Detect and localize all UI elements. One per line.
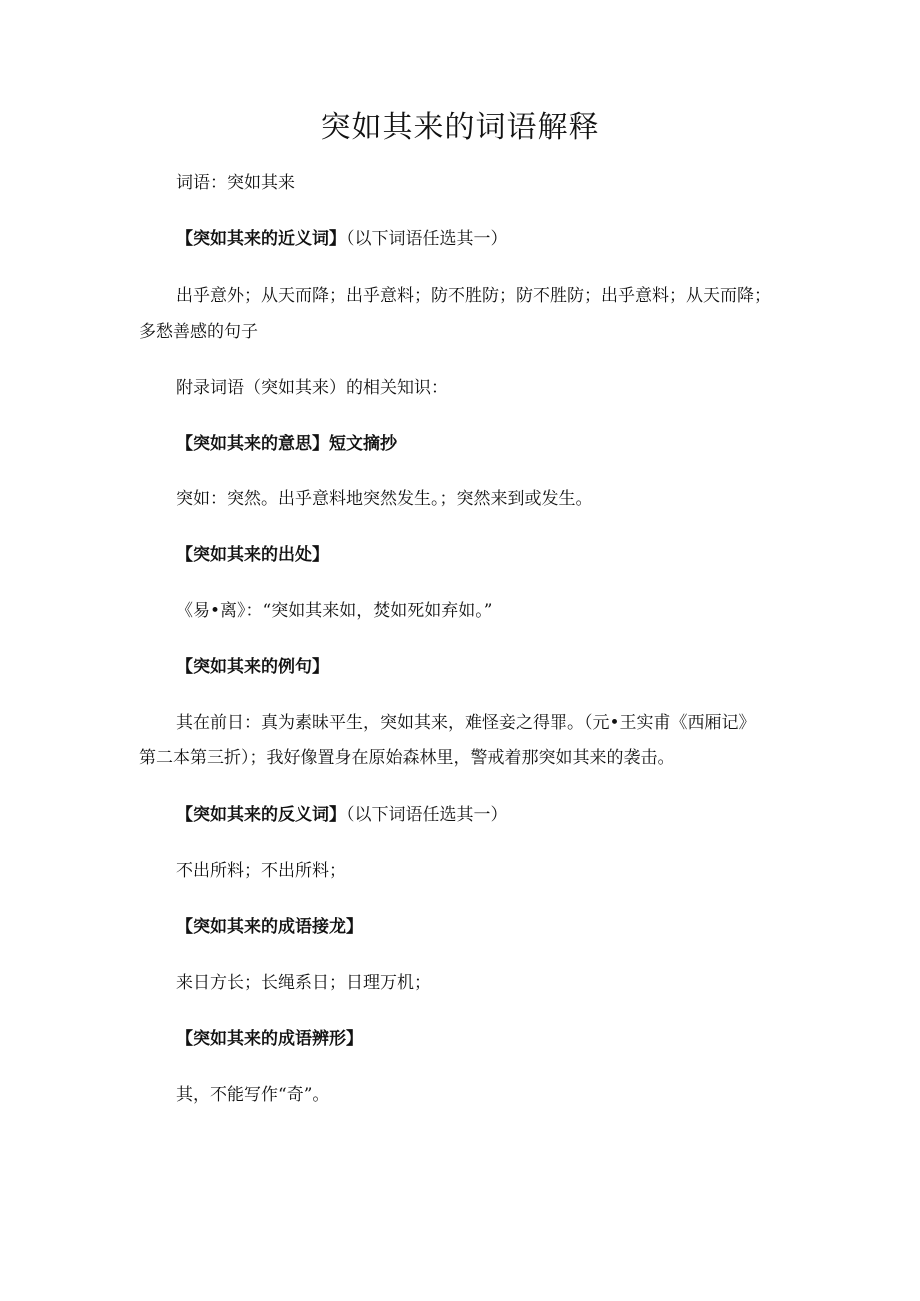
chain-list: 来日方长；长绳系日；日理万机；: [176, 973, 431, 993]
appendix-intro: 附录词语（突如其来）的相关知识：: [176, 378, 448, 398]
antonyms-list: 不出所料；不出所料；: [176, 861, 346, 881]
example-heading: 【突如其来的例句】: [176, 657, 329, 677]
term-line: 词语：突如其来: [176, 173, 295, 193]
source-heading: 【突如其来的出处】: [176, 545, 329, 565]
synonyms-list-cont: 多愁善感的句子: [139, 322, 258, 342]
source-text: 《易•离》：“突如其来如，焚如死如弃如。”: [176, 601, 493, 621]
synonyms-heading: [176, 227, 508, 251]
antonyms-heading: [176, 803, 508, 827]
chain-heading: 【突如其来的成语接龙】: [176, 917, 363, 937]
synonyms-heading-bold: 【突如其来的近义词】: [176, 229, 346, 249]
meaning-heading: 【突如其来的意思】短文摘抄: [176, 434, 397, 454]
form-text: 其，不能写作“奇”。: [176, 1085, 330, 1105]
antonyms-heading-note: （以下词语任选其一）: [346, 805, 508, 825]
example-text: 其在前日：真为素昧平生，突如其来，难怪妾之得罪。（元•王实甫《西厢记》: [176, 713, 756, 733]
synonyms-list: 出乎意外；从天而降；出乎意料；防不胜防；防不胜防；出乎意料；从天而降；: [176, 286, 771, 306]
example-text-cont: 第二本第三折）；我好像置身在原始森林里，警戒着那突如其来的袭击。: [139, 748, 675, 768]
meaning-text: 突如：突然。出乎意料地突然发生。；突然来到或发生。: [176, 489, 593, 509]
form-heading: 【突如其来的成语辨形】: [176, 1029, 363, 1049]
synonyms-heading-note: （以下词语任选其一）: [346, 229, 508, 249]
antonyms-heading-bold: 【突如其来的反义词】: [176, 805, 346, 825]
page-title: 突如其来的词语解释: [320, 110, 600, 145]
